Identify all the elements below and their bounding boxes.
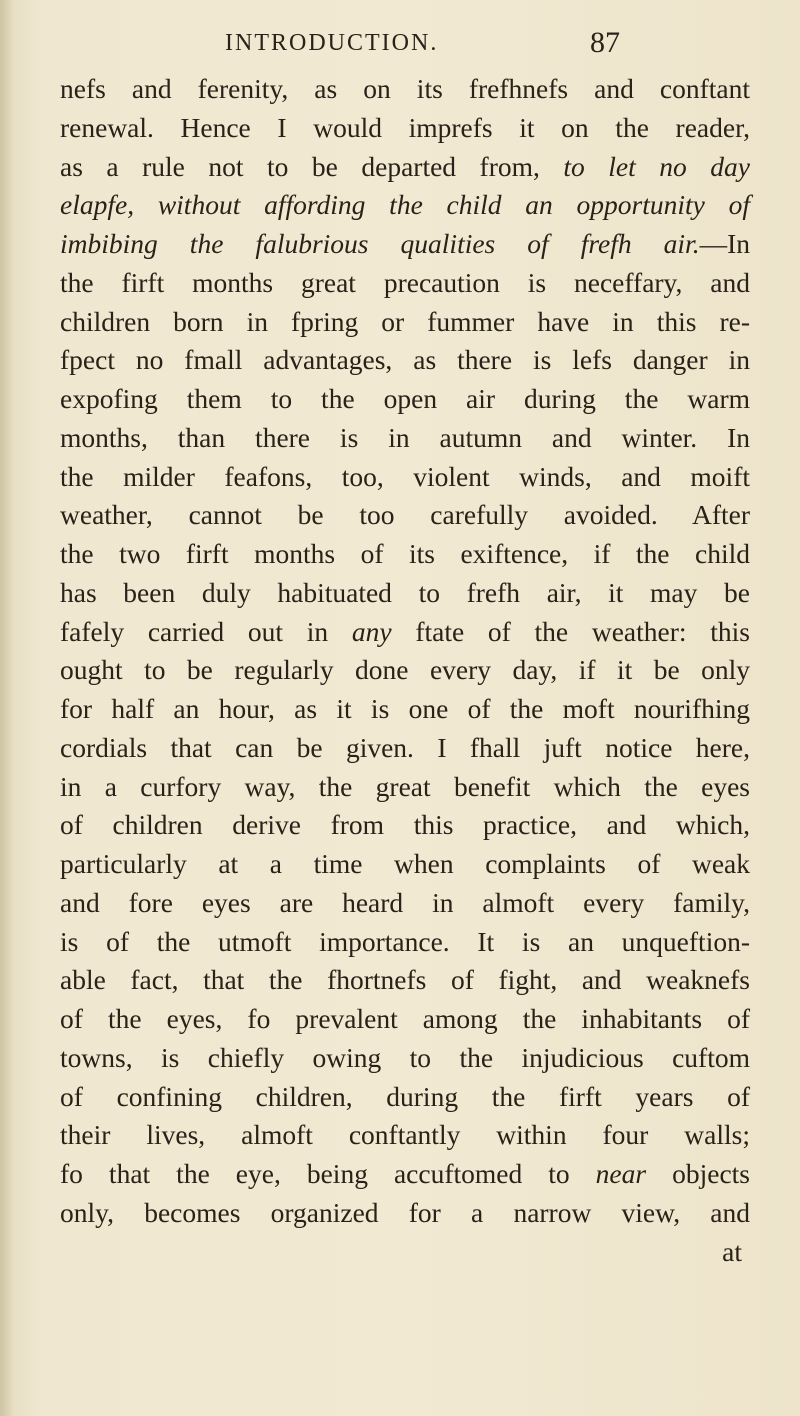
text-segment: ftate of the weather: this: [391, 615, 750, 647]
text-segment: the milder feafons, too, violent winds, and moift: [60, 460, 750, 492]
italic-text: near: [595, 1158, 647, 1189]
text-line: [60, 264, 750, 303]
text-line: [60, 419, 750, 458]
text-segment: has been duly habituated to frefh air, it may be: [60, 576, 750, 608]
text-segment: nefs and ferenity, as on its frefhnefs and conftant: [60, 73, 750, 104]
italic-text: elapfe, without affording the child an opportunity of: [60, 189, 750, 221]
text-line: [60, 1155, 750, 1194]
text-segment: for half an hour, as it is one of the moft nourifhing: [60, 693, 750, 724]
text-segment: months, than there is in autumn and winter. In: [60, 421, 750, 453]
text-segment: renewal. Hence I would imprefs it on the reader,: [60, 111, 750, 143]
text-segment: of confining children, during the firft years of: [60, 1080, 750, 1112]
text-line: [60, 806, 750, 845]
text-line: [60, 535, 750, 574]
text-segment: and fore eyes are heard in almoft every family,: [60, 886, 750, 918]
text-segment: —In: [699, 228, 750, 259]
text-line: [60, 1078, 750, 1117]
text-line: [60, 923, 750, 962]
text-segment: the two firft months of its exiftence, if the child: [60, 538, 750, 569]
text-line: [60, 884, 750, 923]
text-segment: cordials that can be given. I fhall juft notice here,: [60, 731, 750, 763]
text-line: [60, 768, 750, 807]
text-line: [60, 458, 750, 497]
text-segment: fpect no fmall advantages, as there is lefs danger in: [60, 344, 750, 376]
text-segment: weather, cannot be too carefully avoided. After: [60, 499, 750, 531]
text-line: [60, 845, 750, 884]
text-segment: fafely carried out in: [60, 615, 352, 647]
text-line: [60, 1000, 750, 1039]
text-segment: is of the utmoft importance. It is an unqueftion-: [60, 925, 750, 957]
page-gutter: [0, 0, 14, 1416]
text-line: [60, 574, 750, 613]
text-line: [60, 341, 750, 380]
text-line: [60, 496, 750, 535]
text-line: [60, 1116, 750, 1155]
text-line: [60, 70, 750, 109]
text-line: [60, 961, 750, 1000]
text-segment: their lives, almoft conftantly within four walls;: [60, 1119, 750, 1151]
text-line: [60, 303, 750, 342]
text-segment: only, becomes organized for a narrow view, and: [60, 1196, 750, 1228]
text-segment: towns, is chiefly owing to the injudicious cuftom: [60, 1041, 750, 1073]
italic-text: imbibing the falubrious qualities of frefh air.: [60, 228, 700, 259]
text-line: [60, 729, 750, 768]
text-segment: ought to be regularly done every day, if it be only: [60, 654, 750, 686]
catchword-line: [60, 1233, 750, 1272]
text-line: [60, 651, 750, 690]
running-head: [215, 26, 695, 66]
running-head-title: INTRODUCTION.: [225, 30, 439, 56]
page-number: 87: [590, 26, 620, 59]
italic-text: any: [351, 615, 392, 647]
text-line: [60, 148, 750, 187]
text-segment: objects: [646, 1158, 750, 1189]
text-segment: expofing them to the open air during the warm: [60, 383, 750, 414]
italic-text: to let no day: [563, 150, 750, 182]
text-segment: as a rule not to be departed from,: [60, 150, 564, 182]
body-text: [60, 70, 750, 1271]
text-line: [60, 613, 750, 652]
text-line: [60, 109, 750, 148]
text-segment: of children derive from this practice, and which,: [60, 809, 750, 841]
text-line: [60, 1194, 750, 1233]
text-segment: the firft months great precaution is neceffary, and: [60, 266, 750, 298]
text-segment: children born in fpring or fummer have in this re-: [60, 305, 750, 337]
text-segment: in a curfory way, the great benefit which the eyes: [60, 770, 750, 802]
text-segment: able fact, that the fhortnefs of fight, and weaknefs: [60, 964, 750, 996]
text-line: [60, 1039, 750, 1078]
catchword: at: [722, 1235, 742, 1267]
text-segment: fo that the eye, being accuftomed to: [60, 1158, 596, 1189]
text-segment: of the eyes, fo prevalent among the inhabitants of: [60, 1003, 750, 1034]
text-segment: particularly at a time when complaints of weak: [60, 848, 750, 879]
text-line: [60, 380, 750, 419]
text-line: [60, 186, 750, 225]
text-line: [60, 225, 750, 264]
text-line: [60, 690, 750, 729]
